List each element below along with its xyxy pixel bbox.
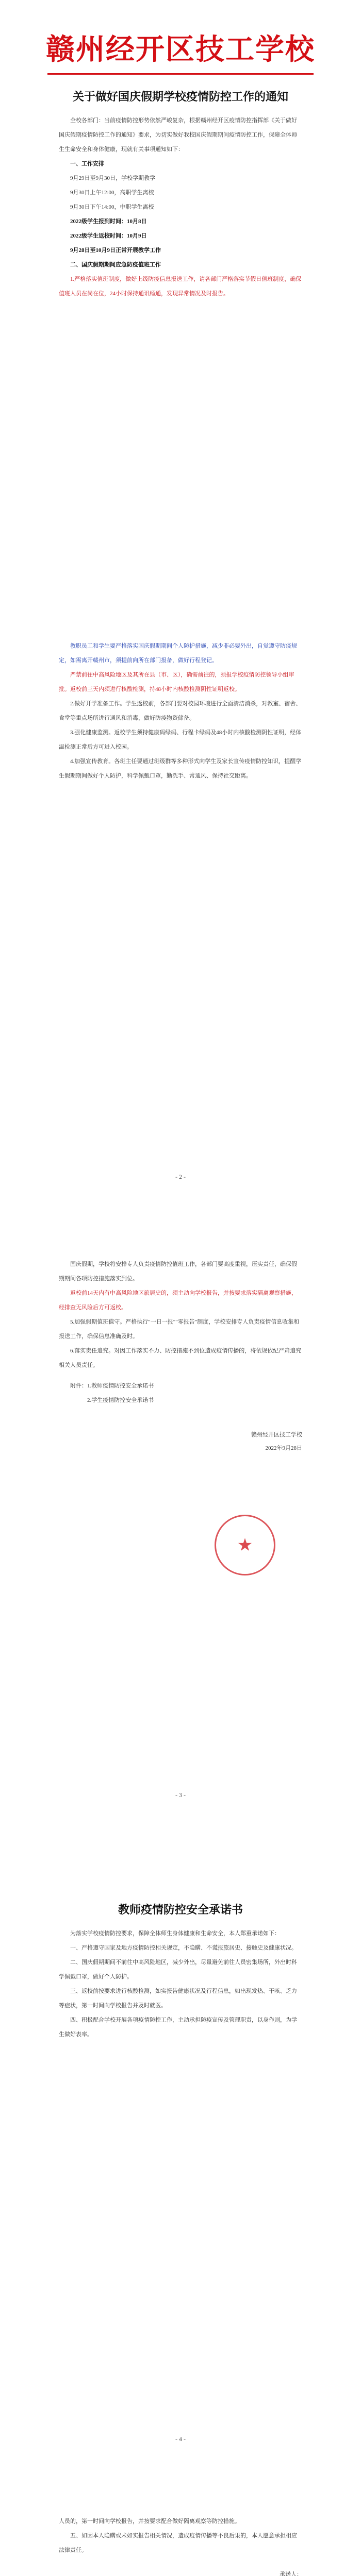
page3-para2-red: 返校前14天内有中高风险地区旅居史的，须主动向学校报告，并按要求落实隔离观察措施，经排查无风险后方可返校。 [59,1290,297,1311]
signer-name: 赣州经开区技工学校 [251,1432,302,1438]
document-page-2 [44,608,317,1200]
schedule-line: 9月30日上午12:00，高职学生离校 [70,190,154,196]
org-header: 赣州经开区技工学校 [46,32,315,66]
document-page-4 [44,1870,317,2463]
attachment-item: 2.学生疫情防控安全承诺书 [87,1397,154,1403]
official-seal-stamp: ★ [215,1515,275,1575]
page2-para1: 教职员工和学生要严格落实国庆假期期间个人防护措施，减少非必要外出，自觉遵守防疫规定，如需离开赣州市，须提前向所在部门报备，做好行程登记。 [59,643,297,664]
schedule-line: 9月30日下午14:00，中职学生离校 [70,204,154,210]
page1-body [59,113,302,301]
page3-para1: 国庆假期，学校将安排专人负责疫情防控值班工作，各部门要高度重视，压实责任，确保假期期间各项防控措施落实到位。 [59,1261,297,1282]
header-red-rule [47,73,314,75]
schedule-line: 9月29日至9月30日，学校学期教学 [70,175,155,181]
intro-paragraph: 全校各部门：当前疫情防控形势依然严峻复杂，根据赣州经开区疫情防控指挥部《关于做好国庆假期疫情防控工作的通知》要求，为切实做好我校国庆假期期间疫情防控工作，保障全体师生生命安全和身体健康，现就有关事项通知如下： [59,117,297,152]
page-number: - 2 - [175,1173,186,1180]
teacher-pledge-intro: 为落实学校疫情防控要求，保障全体师生身体健康和生命安全，本人郑重承诺如下： [70,1930,280,1937]
schedule-line: 2022级学生返校时间：10月9日 [70,233,147,239]
page5-body-top [59,2514,302,2576]
page2-item4: 4.加强宣传教育。各班主任要通过班级群等多种形式向学生及家长宣传疫情防控知识，提醒学生假期期间做好个人防护，科学佩戴口罩，勤洗手、常通风、保持社交距离。 [59,758,302,779]
document-page-3 [44,1226,317,1819]
schedule-line: 2022级学生报到时间：10月8日 [70,218,147,225]
page3-body [59,1257,302,1455]
document-title: 关于做好国庆假期学校疫情防控工作的通知 [72,90,288,103]
section1-heading: 一、工作安排 [70,161,104,167]
item1-red-paragraph: 1.严格落实值班制度，做好上级防疫信息报送工作，请各部门严格落实节假日值班制度，确保值班人员在岗在位，24小时保持通讯畅通，发现异常情况及时报告。 [59,276,302,297]
document-page-5 [44,2494,317,2576]
teacher-pledge-item: 一、严格遵守国家及地方疫情防控相关规定，不隐瞒、不谎报旅居史、接触史及健康状况。 [70,1945,297,1951]
teacher-pledge-title: 教师疫情防控安全承诺书 [118,1903,243,1916]
teacher-sign-label: 承诺人： [280,2571,302,2576]
teacher-pledge-item: 五、如因本人隐瞒或未如实报告相关情况，造成疫情传播等不良后果的，本人愿意承担相应法律责任。 [59,2533,297,2553]
page2-item3: 3.强化健康监测。返校学生须持健康码绿码、行程卡绿码及48小时内核酸检测阴性证明，经体温检测正常后方可进入校园。 [59,730,302,750]
page3-item6: 6.落实责任追究。对因工作落实不力、防控措施不到位造成疫情传播的，将依规依纪严肃追究相关人员责任。 [59,1348,302,1368]
signature-date: 2022年9月28日 [265,1445,302,1451]
section2-heading: 二、国庆假期期间应急防疫值班工作 [70,262,161,268]
page3-item5: 5.加强假期值班值守。严格执行"一日一报""零报告"制度，学校安排专人负责疫情信息收集和报送工作，确保信息准确及时。 [59,1319,300,1340]
page-number: - 4 - [175,2435,186,2443]
page2-para2-red: 严禁前往中高风险地区及其所在县（市、区），确需前往的，须报学校疫情防控领导小组审批。返校前三天内须进行核酸检测，持48小时内核酸检测阴性证明返校。 [59,672,294,692]
document-page-1 [44,0,317,591]
teacher-pledge-item: 四、积极配合学校开展各项疫情防控工作，主动承担防疫宣传及管理职责，以身作则，为学生做好表率。 [59,2017,297,2038]
teacher-pledge-item: 二、国庆假期期间不前往中高风险地区，减少外出，尽量避免前往人员密集场所，外出时科学佩戴口罩，做好个人防护。 [59,1959,297,1980]
page2-item2: 2.做好开学准备工作。学生返校前，各部门要对校园环境进行全面清洁消杀，对教室、宿舍、食堂等重点场所进行通风和消毒，做好防疫物资储备。 [59,701,302,721]
page2-body [59,639,302,783]
teacher-pledge-item: 三、返校前按要求进行核酸检测，如实报告健康状况及行程信息，如出现发热、干咳、乏力等症状，第一时间向学校报告并及时就医。 [59,1988,297,2009]
page-number: - 3 - [175,1791,186,1799]
attachments-list [59,1379,302,1408]
signature-block [59,1428,302,1455]
attachment-item: 附件：1.教师疫情防控安全承诺书 [70,1383,154,1389]
teacher-signature-block [59,2568,302,2576]
page5-para1: 人员的，第一时间向学校报告，并按要求配合做好隔离观察等防控措施。 [59,2518,240,2524]
page4-body [59,1926,302,2042]
schedule-line: 9月28日至10月9日正常开展教学工作 [70,247,161,253]
